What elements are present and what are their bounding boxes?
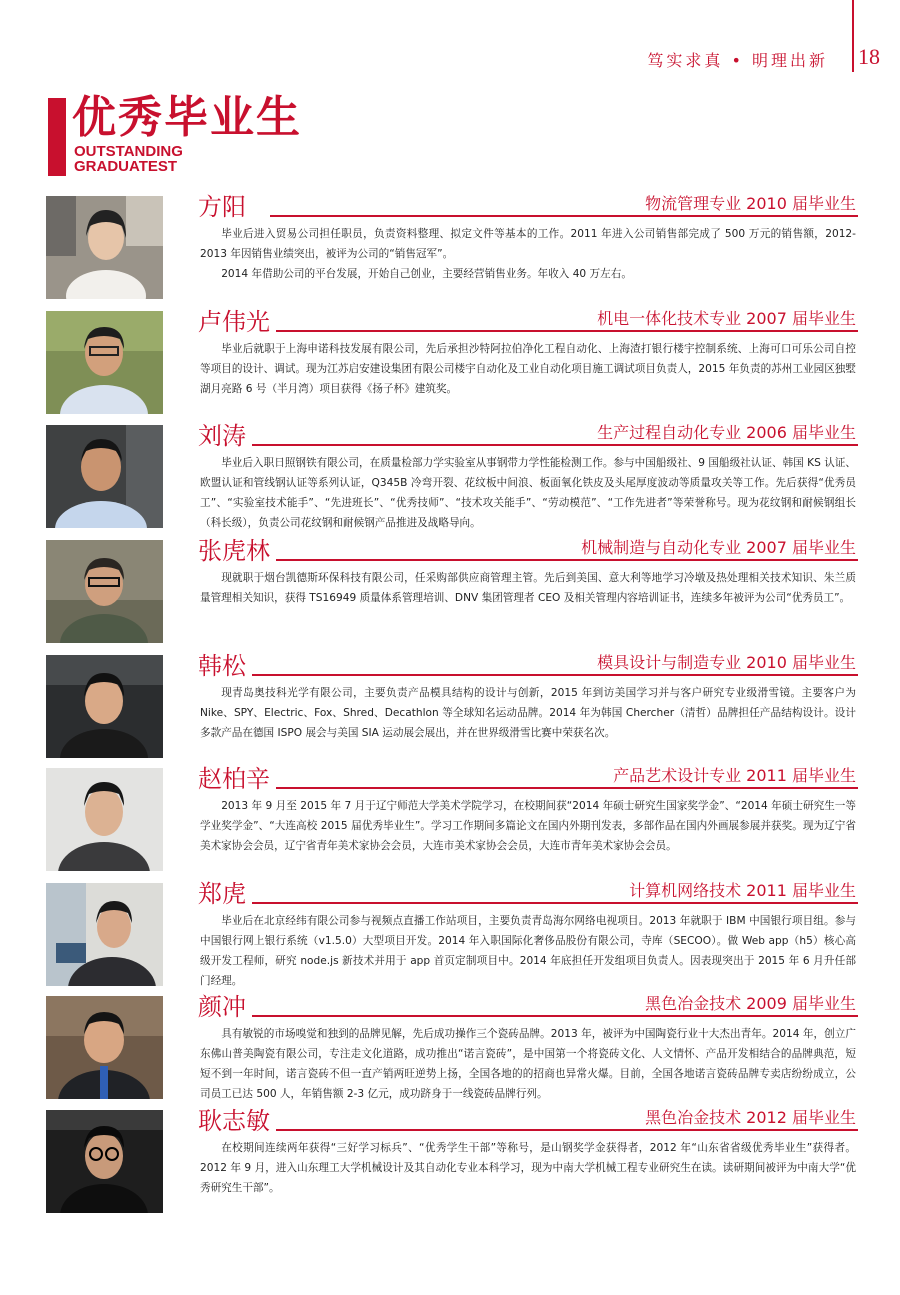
graduate-name: 赵柏辛	[198, 765, 270, 793]
name-underline	[252, 902, 858, 904]
graduate-name: 耿志敏	[198, 1107, 270, 1135]
page-number: 18	[858, 44, 880, 69]
graduate-bio	[200, 911, 856, 991]
graduate-bio	[200, 339, 856, 399]
graduate-major: 生产过程自动化专业 2006 届毕业生	[593, 422, 856, 444]
graduate-major: 计算机网络技术 2011 届毕业生	[625, 880, 856, 902]
graduate-major: 机械制造与自动化专业 2007 届毕业生	[577, 537, 856, 559]
graduate-major: 黑色冶金技术 2009 届毕业生	[641, 993, 856, 1015]
graduate-bio	[200, 1024, 856, 1104]
name-underline	[276, 1129, 858, 1131]
graduate-name: 卢伟光	[198, 308, 270, 336]
name-underline	[252, 674, 858, 676]
name-underline	[276, 787, 858, 789]
graduate-photo	[46, 196, 163, 299]
graduate-photo	[46, 655, 163, 758]
graduate-name: 方阳	[198, 193, 246, 221]
section-title-english-line1: OUTSTANDING	[74, 143, 183, 160]
bio-paragraph: 现就职于烟台凯德斯环保科技有限公司，任采购部供应商管理主管。先后到美国、意大利等地学习冷墩及热处理相关技术知识、朱兰质量管理相关知识，获得 TS16949 质量体系管理培训、DNV 集团管理者 CEO 及相关管理内容培训证书，连续多年被评为公司“优秀员工”。	[200, 572, 856, 604]
graduate-photo	[46, 425, 163, 528]
name-underline	[270, 215, 858, 217]
graduate-photo	[46, 540, 163, 643]
bio-paragraph: 毕业后就职于上海申诺科技发展有限公司，先后承担沙特阿拉伯净化工程自动化、上海渣打银行楼宇控制系统、上海可口可乐公司自控等项目的设计、调试。现为江苏启安建设集团有限公司楼宇自动化及工业自动化项目施工调试项目负责人，2015 年负责的苏州工业园区独墅湖月亮路 6 号（半月湾）项目获得《扬子杯》建筑奖。	[200, 343, 856, 395]
bio-paragraph: 毕业后入职日照钢铁有限公司，在质量检部力学实验室从事钢带力学性能检测工作。参与中国船级社、9 国船级社认证、韩国 KS 认证、欧盟认证和管线钢认证等系列认证，Q345B 冷弯开裂、花纹板中间浪、板面氧化铁皮及头尾厚度波动等质量攻关等工作。先后获得“优秀员工”、“实验室技术能手”、“先进班长”、“优秀技师”、“技术攻关能手”、“劳动模范”、“工作先进者”等荣誉称号。现为花纹钢和耐候钢组长（科长级），负责公司花纹钢和耐候钢产品推进及战略导向。	[200, 457, 856, 529]
graduate-name: 颜冲	[198, 993, 246, 1021]
header-motto: 笃实求真 • 明理出新	[647, 51, 828, 70]
bio-paragraph: 2013 年 9 月至 2015 年 7 月于辽宁师范大学美术学院学习，在校期间获“2014 年硕士研究生国家奖学金”、“2014 年硕士研究生一等学业奖学金”、“大连高校 2015 届优秀毕业生”。学习工作期间多篇论文在国内外期刊发表，多部作品在国内外画展参展并获奖。现为辽宁省美术家协会会员，辽宁省青年美术家协会会员，大连市美术家协会会员，大连市青年美术家协会会员。	[200, 800, 856, 852]
graduate-major: 产品艺术设计专业 2011 届毕业生	[609, 765, 856, 787]
section-title-english	[74, 144, 183, 174]
bio-paragraph: 2014 年借助公司的平台发展，开始自己创业，主要经营销售业务。年收入 40 万左右。	[221, 268, 632, 280]
graduate-bio	[200, 568, 856, 608]
graduate-name: 刘涛	[198, 422, 246, 450]
graduate-bio	[200, 224, 856, 284]
bio-paragraph: 毕业后进入贸易公司担任职员，负责资料整理、拟定文件等基本的工作。2011 年进入公司销售部完成了 500 万元的销售额，2012-2013 年因销售业绩突出，被评为公司的“销售冠军”。	[200, 228, 856, 260]
bio-paragraph: 现青岛奥技科光学有限公司，主要负责产品模具结构的设计与创新，2015 年到访美国学习并与客户研究专业级滑雪镜。主要客户为 Nike、SPY、Electric、Fox、Shred、Decathlon 等全球知名运动品牌。2014 年为韩国 Chercher（清哲）品牌担任产品结构设计。设计多款产品在德国 ISPO 展会与美国 SIA 运动展会展出，并在世界级滑雪比赛中荣获名次。	[200, 687, 856, 739]
graduate-major: 机电一体化技术专业 2007 届毕业生	[593, 308, 856, 330]
graduate-photo	[46, 768, 163, 871]
graduate-photo	[46, 1110, 163, 1213]
graduate-bio	[200, 453, 856, 533]
bio-paragraph: 具有敏锐的市场嗅觉和独到的品牌见解，先后成功操作三个瓷砖品牌。2013 年，被评为中国陶瓷行业十大杰出青年。2014 年，创立广东佛山普美陶瓷有限公司，专注走文化道路，成功推出“诺言瓷砖”，是中国第一个将瓷砖文化、人文情怀、产品开发相结合的品牌典范，短短不到一年时间，诺言瓷砖不但一直产销两旺逆势上扬，全国各地的的招商也异常火爆。目前，全国各地诺言瓷砖品牌专卖店纷纷成立，公司员工已达 500 人，年销售额 2-3 亿元，成功跻身于一线瓷砖品牌行列。	[200, 1028, 856, 1100]
graduate-major: 模具设计与制造专业 2010 届毕业生	[593, 652, 856, 674]
name-underline	[276, 559, 858, 561]
section-title-english-line2: GRADUATEST	[74, 158, 178, 175]
name-underline	[252, 444, 858, 446]
graduate-photo	[46, 996, 163, 1099]
graduate-name: 张虎林	[198, 537, 270, 565]
graduate-bio	[200, 683, 856, 743]
bio-paragraph: 毕业后在北京经纬有限公司参与视频点直播工作站项目，主要负责青岛海尔网络电视项目。2013 年就职于 IBM 中国银行项目组。参与中国银行网上银行系统（v1.5.0）大型项目开发。2014 年入职国际化奢侈品股份有限公司，寺库（SECOO）。做 Web app（h5）核心高级开发工程师，研究 node.js 新技术并用于 app 首页定制项目中。2014 年底担任开发组项目负责人。因表现突出于 2015 年 6 月升任部门经理。	[200, 915, 856, 987]
section-title: 优秀毕业生	[72, 92, 302, 143]
header-divider-line	[852, 0, 854, 72]
section-title-bar	[48, 98, 66, 176]
name-underline	[276, 330, 858, 332]
graduate-bio	[200, 796, 856, 856]
graduate-name: 韩松	[198, 652, 246, 680]
graduate-name: 郑虎	[198, 880, 246, 908]
graduate-major: 黑色冶金技术 2012 届毕业生	[641, 1107, 856, 1129]
graduate-photo	[46, 883, 163, 986]
name-underline	[252, 1015, 858, 1017]
bio-paragraph: 在校期间连续两年获得“三好学习标兵”、“优秀学生干部”等称号，是山钢奖学金获得者，2012 年“山东省省级优秀毕业生”获得者。2012 年 9 月，进入山东理工大学机械设计及其自动化专业本科学习，现为中南大学机械工程专业研究生在读。读研期间被评为中南大学“优秀研究生干部”。	[200, 1142, 856, 1194]
graduate-bio	[200, 1138, 856, 1198]
graduate-photo	[46, 311, 163, 414]
graduate-major: 物流管理专业 2010 届毕业生	[641, 193, 856, 215]
